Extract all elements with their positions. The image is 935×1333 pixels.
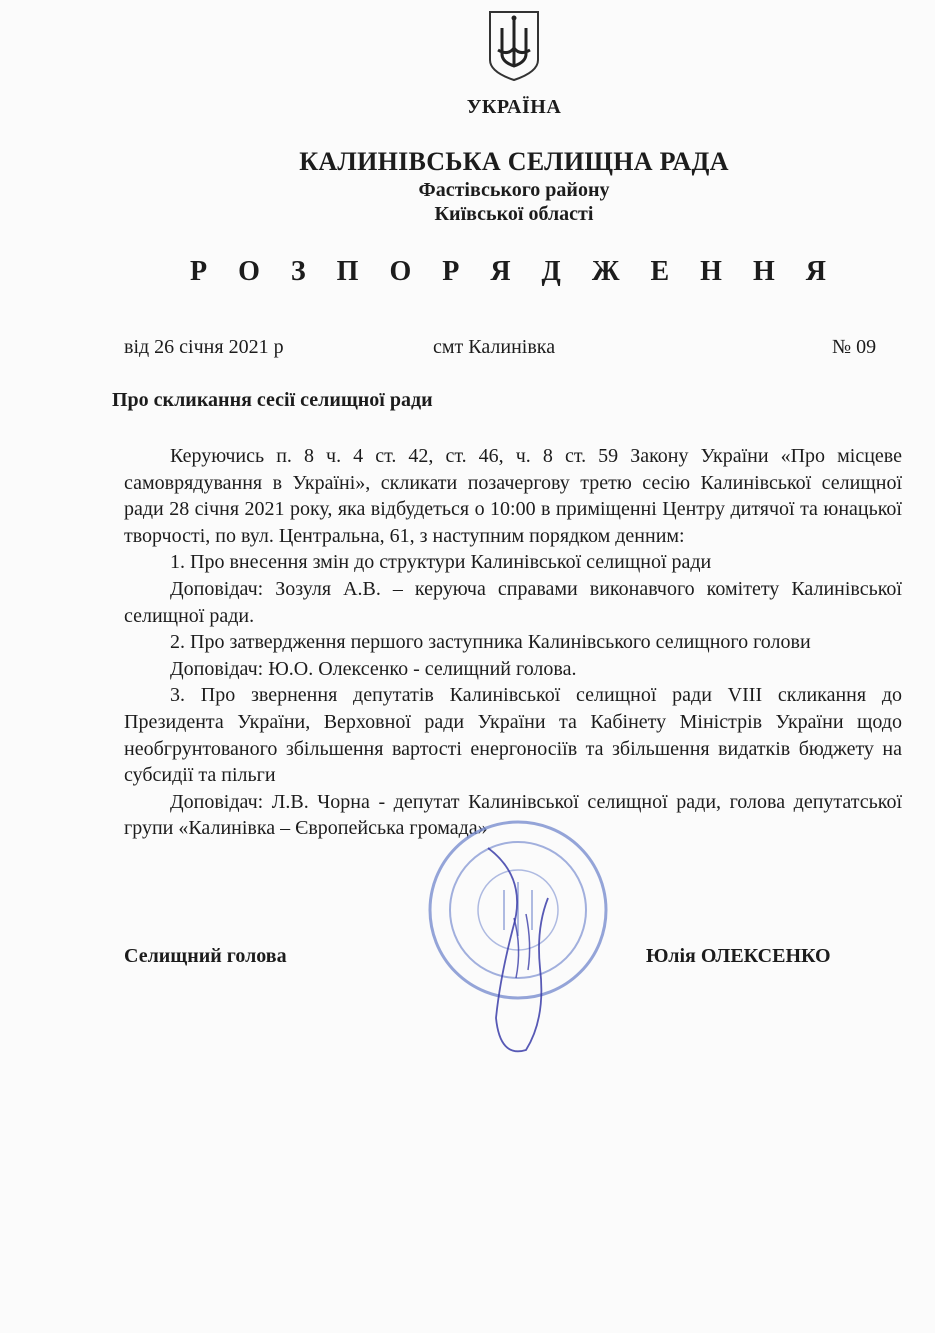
intro-paragraph: Керуючись п. 8 ч. 4 ст. 42, ст. 46, ч. 8 ст. 59 Закону України «Про місцеве самоврядування в Україні», скликати позачергову третю сесію Калинівської селищної ради 28 січня 2021 року, яка відбудеться о 10:00 в приміщенні Центру дитячої та юнацької творчості, по вул. Центральна, 61, з наступним порядком денним: — [124, 445, 902, 547]
agenda-item-1: 1. Про внесення змін до структури Калинівської селищної ради — [170, 551, 712, 574]
region-line: Київської області — [434, 203, 594, 225]
document-body — [124, 443, 902, 842]
speaker-2: Доповідач: Ю.О. Олексенко - селищний голова. — [170, 657, 577, 680]
document-date: від 26 січня 2021 р — [124, 336, 284, 358]
country-title: УКРАЇНА — [466, 96, 562, 118]
signatory-name: Юлія ОЛЕКСЕНКО — [646, 945, 831, 967]
document-subject: Про скликання сесії селищної ради — [112, 389, 433, 411]
speaker-1: Доповідач: Зозуля А.В. – керуюча справами виконавчого комітету Калинівської селищної ради. — [124, 577, 902, 627]
agenda-item-2: 2. Про затвердження першого заступника Калинівського селищного голови — [170, 631, 811, 654]
document-type: Р О З П О Р Я Д Ж Е Н Н Я — [190, 256, 838, 287]
district-line: Фастівського району — [418, 179, 610, 201]
council-title: КАЛИНІВСЬКА СЕЛИЩНА РАДА — [299, 147, 729, 176]
trident-icon — [486, 8, 542, 84]
agenda-item-3: 3. Про звернення депутатів Калинівської селищної ради VIII скликання до Президента України, Верховної ради України та Кабінету Міністрів України щодо необгрунтованого збільшення вартості енергоносіїв та збільшення видатків бюджету на субсидії та пільги — [124, 684, 902, 787]
signatory-title: Селищний голова — [124, 945, 287, 967]
document-place: смт Калинівка — [433, 336, 556, 358]
document-number: № 09 — [832, 336, 877, 358]
speaker-3: Доповідач: Л.В. Чорна - депутат Калинівської селищної ради, голова депутатської групи «Калинівка – Європейська громада» — [124, 790, 902, 840]
official-stamp-icon — [418, 818, 618, 1068]
